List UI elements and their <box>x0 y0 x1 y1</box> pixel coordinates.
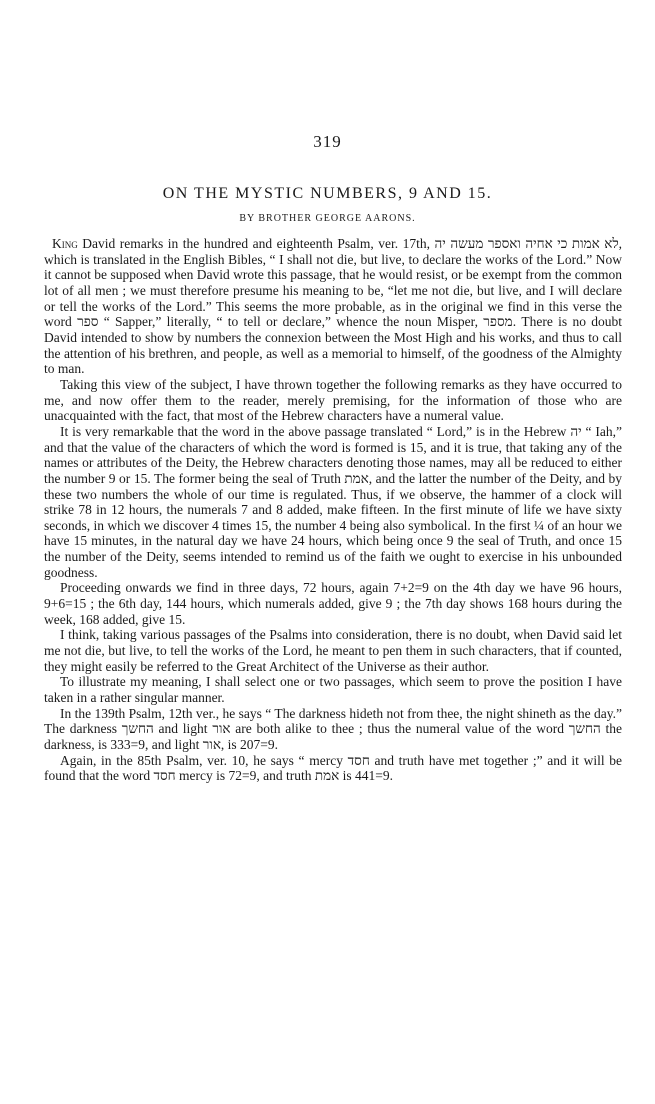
paragraph: To illustrate my meaning, I shall select one or two passages, which seem to prove the position I have taken in a rather singular manner. <box>44 674 622 706</box>
paragraph: I think, taking various passages of the Psalms into consideration, there is no doubt, when David said let me not die, but live, to tell the works of the Lord, he meant to pen them in such characters, that if counted, they might easily be referred to the Great Architect of the Universe as their author. <box>44 627 622 674</box>
paragraph: Again, in the 85th Psalm, ver. 10, he says “ mercy חסד and truth have met together ;” and it will be found that the word חסד mercy is 72=9, and truth אמת is 441=9. <box>44 752 622 784</box>
article-body <box>44 236 622 784</box>
drop-lead-word: King <box>52 236 78 251</box>
paragraph-text: David remarks in the hundred and eighteenth Psalm, ver. 17th, לא אמות כי אחיה ואספר מעשה יה, which is translated in the English Bibles, “ I shall not die, but live, to declare the works of the Lord.” Now it cannot be supposed when David wrote this passage, that he would resist, or be exempt from the common lot of all men ; we must therefore presume his meaning to be, “let me not die, but live, and I will declare or tell the works of the Lord.” This seems the more probable, as in the original we find in this verse the word ספר “ Sapper,” literally, “ to tell or declare,” whence the noun Misper, מספר. There is no doubt David intended to show by numbers the connexion between the Most High and his works, and thus to call the attention of his brethren, and people, as well as a memorial to himself, of the goodness of the Almighty to man. <box>44 236 623 377</box>
paragraph: In the 139th Psalm, 12th ver., he says “ The darkness hideth not from thee, the night shineth as the day.” The darkness החשך and light אור are both alike to thee ; thus the numeral value of the word החשך the darkness, is 333=9, and light אור, is 207=9. <box>44 705 622 752</box>
paragraph: It is very remarkable that the word in the above passage translated “ Lord,” is in the Hebrew יה “ Iah,” and that the value of the characters of which the word is formed is 15, and it is true, that taking any of the names or attributes of the Deity, the Hebrew characters denoting those names, may all be reduced to either the number 9 or 15. The former being the seal of Truth אמת, and the latter the number of the Deity, and by these two numbers the whole of our time is regulated. Thus, if we observe, the hammer of a clock will strike 78 in 12 hours, the numerals 7 and 8 added, make fifteen. In the first minute of life we have sixty seconds, in which we discover 4 times 15, the number 4 being also symbolical. In the first ¼ of an hour we have 15 minutes, in the natural day we have 24 hours, which being once 9 the seal of Truth, and once 15 the number of the Deity, seems intended to remind us of the faith we ought to exercise in his unbounded goodness. <box>44 423 622 580</box>
paragraph: Taking this view of the subject, I have thrown together the following remarks as they have occurred to me, and now offer them to the reader, merely premising, for the information of those who are unacquainted with the fact, that most of the Hebrew characters have a numeral value. <box>44 376 622 424</box>
page-number: 319 <box>313 132 342 151</box>
article-title: ON THE MYSTIC NUMBERS, 9 AND 15. <box>162 185 493 202</box>
paragraph: Proceeding onwards we find in three days, 72 hours, again 7+2=9 on the 4th day we have 96 hours, 9+6=15 ; the 6th day, 144 hours, which numerals added, give 9 ; the 7th day shows 168 hours during the week, 168 added, give 15. <box>44 580 622 627</box>
article-byline: BY BROTHER GEORGE AARONS. <box>239 213 416 224</box>
paragraph <box>44 236 622 377</box>
